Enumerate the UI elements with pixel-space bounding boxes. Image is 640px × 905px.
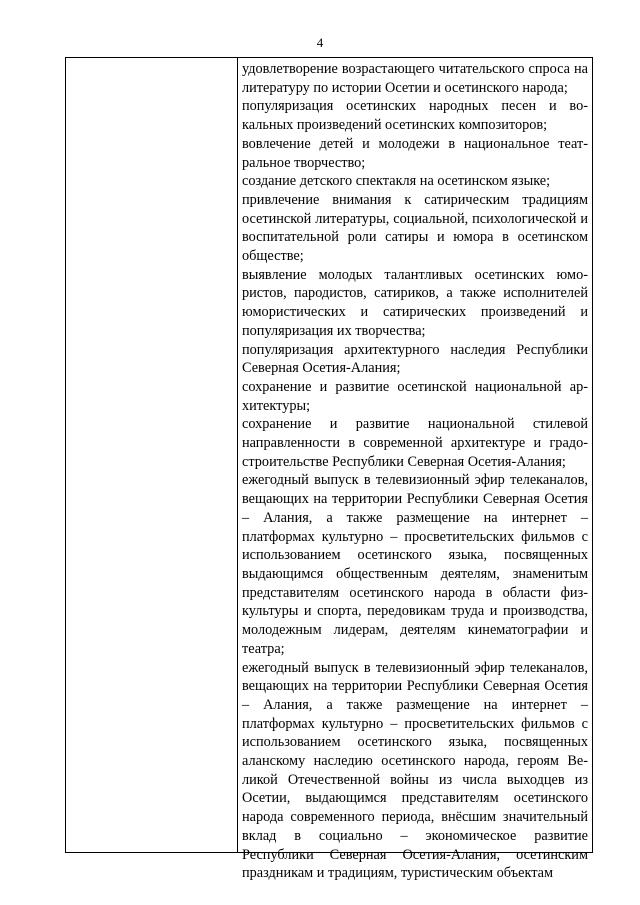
list-item: сохранение и развитие национальной стилевой направленности в современной архитектуре и градостроительстве Республики Северная Осетия-Алания; xyxy=(242,416,588,470)
list-item: популяризация архитектурного наследия Республики Северная Осетия-Алания; xyxy=(242,341,588,377)
table-right-cell xyxy=(242,60,588,883)
list-item: привлечение внимания к сатирическим традициям осетинской литературы, социальной, психологической и воспитательной роли сатиры и юмора в осетинском обществе; xyxy=(242,191,588,265)
list-item: вовлечение детей и молодежи в национальное театральное творчество; xyxy=(242,135,588,171)
document-table xyxy=(65,57,593,882)
list-item: ежегодный выпуск в телевизионный эфир телеканалов, вещающих на территории Республики Северная Осетия – Алания, а также размещение на интернет – платформах культурно – просветительских фильмов с использованием осетинского языка, посвященных аланскому наследию осетинского народа, героям Великой Отечественной войны из числа выходцев из Осетии, выдающимся представителям осетинского народа современного периода, внёсшим значительный вклад в социально – экономическое развитие Республики Северная Осетия-Алания, осетинским праздникам и традициям, туристическим объектам xyxy=(242,659,588,882)
list-item: удовлетворение возрастающего читательского спроса на литературу по истории Осетии и осетинского народа; xyxy=(242,61,588,96)
page-number: 4 xyxy=(316,35,324,50)
list-item: создание детского спектакля на осетинском языке; xyxy=(242,173,551,190)
list-item: сохранение и развитие осетинской национальной архитектуры; xyxy=(242,378,588,414)
table-left-cell xyxy=(66,58,238,852)
list-item: популяризация осетинских народных песен и вокальных произведений осетинских композиторов; xyxy=(242,98,588,134)
list-item: выявление молодых талантливых осетинских юмористов, пародистов, сатириков, а также исполнителей юмористических и сатирических произведений и популяризация их творчества; xyxy=(242,266,588,339)
list-item: ежегодный выпуск в телевизионный эфир телеканалов, вещающих на территории Республики Северная Осетия – Алания, а также размещение на интернет – платформах культурно – просветительских фильмов с использованием осетинского языка, посвященных выдающимся общественным деятелям, знаменитым представителям осетинского народа в области физкультуры и спорта, передовикам труда и производства, молодежным лидерам, деятелям кинематографии и театра; xyxy=(242,472,588,657)
